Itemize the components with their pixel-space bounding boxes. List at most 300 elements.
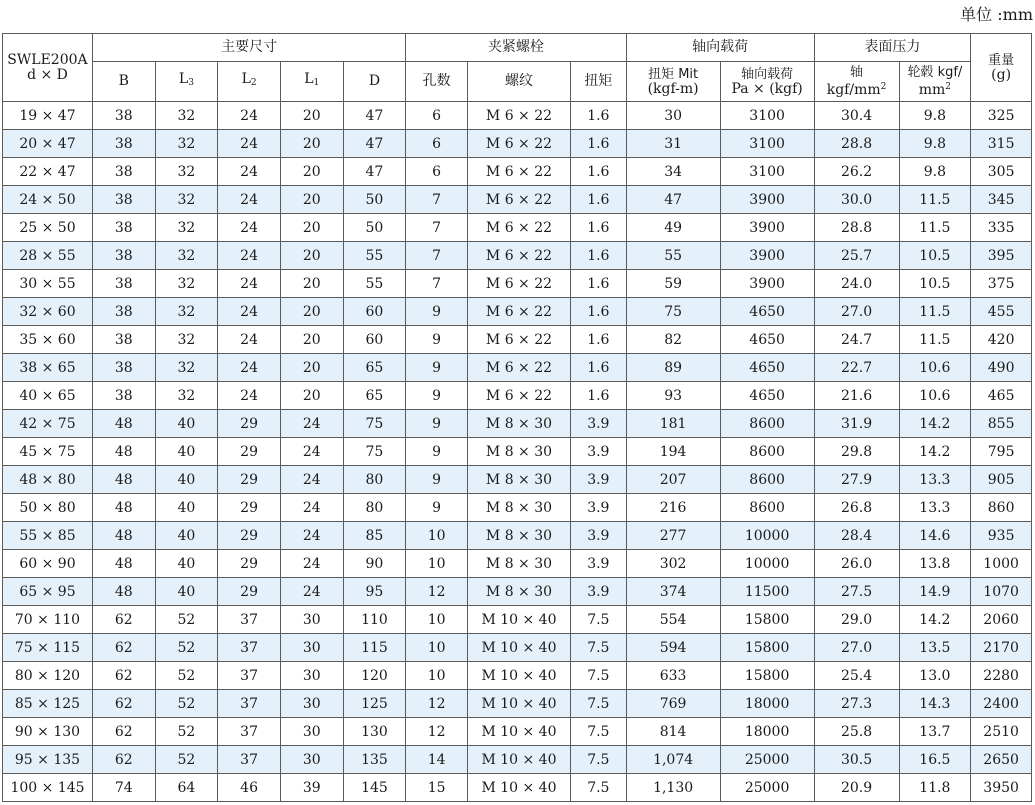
col-b: B	[92, 62, 155, 102]
cell-b: 38	[92, 130, 155, 158]
cell-l3: 40	[155, 550, 218, 578]
cell-b: 38	[92, 270, 155, 298]
cell-size: 100 × 145	[3, 774, 93, 802]
cell-l1: 30	[280, 690, 343, 718]
cell-l2: 24	[218, 102, 281, 130]
cell-weight: 935	[971, 522, 1032, 550]
cell-l3: 32	[155, 214, 218, 242]
cell-shaft-pressure: 24.0	[814, 270, 899, 298]
cell-d: 55	[343, 270, 406, 298]
cell-l2: 24	[218, 130, 281, 158]
col-hub-line1: 轮毂 kgf/	[907, 65, 963, 80]
cell-shaft-pressure: 25.4	[814, 662, 899, 690]
cell-thread: M 6 × 22	[467, 214, 570, 242]
cell-hub-pressure: 13.8	[899, 550, 971, 578]
cell-axial-load: 3900	[720, 214, 814, 242]
cell-d: 47	[343, 158, 406, 186]
cell-weight: 375	[971, 270, 1032, 298]
cell-holes: 9	[406, 382, 468, 410]
cell-b: 38	[92, 158, 155, 186]
cell-d: 55	[343, 242, 406, 270]
cell-mit: 594	[626, 634, 720, 662]
cell-hub-pressure: 13.5	[899, 634, 971, 662]
table-row	[3, 522, 1032, 550]
cell-l2: 37	[218, 606, 281, 634]
cell-b: 48	[92, 466, 155, 494]
cell-shaft-pressure: 27.5	[814, 578, 899, 606]
cell-l3: 52	[155, 606, 218, 634]
cell-hub-pressure: 13.7	[899, 718, 971, 746]
cell-d: 90	[343, 550, 406, 578]
cell-thread: M 8 × 30	[467, 410, 570, 438]
cell-d: 130	[343, 718, 406, 746]
cell-holes: 10	[406, 550, 468, 578]
cell-thread: M 6 × 22	[467, 354, 570, 382]
cell-axial-load: 8600	[720, 410, 814, 438]
cell-size: 40 × 65	[3, 382, 93, 410]
cell-weight: 420	[971, 326, 1032, 354]
cell-size: 30 × 55	[3, 270, 93, 298]
cell-size: 55 × 85	[3, 522, 93, 550]
cell-l1: 20	[280, 186, 343, 214]
col-axial-line2: Pa × (kgf)	[731, 80, 803, 97]
cell-shaft-pressure: 20.9	[814, 774, 899, 802]
cell-weight: 795	[971, 438, 1032, 466]
cell-holes: 9	[406, 298, 468, 326]
cell-shaft-pressure: 27.9	[814, 466, 899, 494]
cell-holes: 12	[406, 690, 468, 718]
cell-d: 47	[343, 130, 406, 158]
table-row	[3, 550, 1032, 578]
table-row	[3, 326, 1032, 354]
cell-l3: 32	[155, 354, 218, 382]
cell-axial-load: 10000	[720, 522, 814, 550]
cell-b: 48	[92, 578, 155, 606]
unit-label: 单位 :mm	[960, 5, 1033, 24]
cell-b: 38	[92, 242, 155, 270]
cell-size: 90 × 130	[3, 718, 93, 746]
col-l2-letter: L	[241, 71, 251, 87]
table-row	[3, 746, 1032, 774]
cell-thread: M 6 × 22	[467, 130, 570, 158]
cell-hub-pressure: 14.2	[899, 606, 971, 634]
cell-b: 48	[92, 494, 155, 522]
cell-shaft-pressure: 30.4	[814, 102, 899, 130]
cell-hub-pressure: 10.6	[899, 382, 971, 410]
col-mit	[626, 62, 720, 102]
cell-holes: 10	[406, 606, 468, 634]
cell-l3: 40	[155, 410, 218, 438]
cell-mit: 769	[626, 690, 720, 718]
cell-hub-pressure: 14.6	[899, 522, 971, 550]
cell-weight: 335	[971, 214, 1032, 242]
cell-l2: 24	[218, 382, 281, 410]
spec-table-body	[3, 102, 1032, 802]
cell-thread: M 6 × 22	[467, 382, 570, 410]
cell-axial-load: 18000	[720, 718, 814, 746]
cell-size: 38 × 65	[3, 354, 93, 382]
cell-mit: 34	[626, 158, 720, 186]
cell-hub-pressure: 11.5	[899, 298, 971, 326]
cell-axial-load: 3100	[720, 102, 814, 130]
cell-b: 62	[92, 634, 155, 662]
cell-hub-pressure: 11.5	[899, 326, 971, 354]
cell-axial-load: 25000	[720, 774, 814, 802]
cell-size: 35 × 60	[3, 326, 93, 354]
cell-l1: 30	[280, 606, 343, 634]
cell-hub-pressure: 9.8	[899, 130, 971, 158]
cell-l2: 24	[218, 214, 281, 242]
cell-mit: 1,074	[626, 746, 720, 774]
cell-shaft-pressure: 27.0	[814, 634, 899, 662]
cell-l3: 64	[155, 774, 218, 802]
cell-b: 62	[92, 746, 155, 774]
cell-mit: 216	[626, 494, 720, 522]
cell-mit: 31	[626, 130, 720, 158]
cell-axial-load: 4650	[720, 354, 814, 382]
cell-thread: M 10 × 40	[467, 662, 570, 690]
cell-l2: 46	[218, 774, 281, 802]
cell-l2: 29	[218, 550, 281, 578]
table-row	[3, 382, 1032, 410]
cell-l3: 32	[155, 326, 218, 354]
cell-l2: 29	[218, 410, 281, 438]
cell-shaft-pressure: 22.7	[814, 354, 899, 382]
col-shaft-line1: 轴	[850, 65, 864, 80]
cell-l1: 24	[280, 494, 343, 522]
cell-l1: 20	[280, 382, 343, 410]
cell-mit: 59	[626, 270, 720, 298]
cell-torque: 1.6	[571, 214, 627, 242]
cell-d: 80	[343, 466, 406, 494]
cell-axial-load: 3100	[720, 158, 814, 186]
table-row	[3, 606, 1032, 634]
cell-l2: 24	[218, 270, 281, 298]
cell-d: 115	[343, 634, 406, 662]
cell-b: 38	[92, 354, 155, 382]
cell-hub-pressure: 10.5	[899, 270, 971, 298]
cell-axial-load: 4650	[720, 326, 814, 354]
cell-axial-load: 10000	[720, 550, 814, 578]
cell-axial-load: 4650	[720, 382, 814, 410]
table-row	[3, 690, 1032, 718]
cell-holes: 6	[406, 158, 468, 186]
table-row	[3, 186, 1032, 214]
cell-holes: 6	[406, 130, 468, 158]
cell-holes: 9	[406, 438, 468, 466]
cell-axial-load: 15800	[720, 606, 814, 634]
cell-thread: M 10 × 40	[467, 606, 570, 634]
cell-size: 48 × 80	[3, 466, 93, 494]
cell-axial-load: 3900	[720, 186, 814, 214]
cell-holes: 15	[406, 774, 468, 802]
cell-d: 135	[343, 746, 406, 774]
cell-d: 75	[343, 410, 406, 438]
cell-l2: 29	[218, 466, 281, 494]
cell-thread: M 8 × 30	[467, 522, 570, 550]
header-axial-load: 轴向载荷	[626, 34, 814, 62]
cell-thread: M 8 × 30	[467, 578, 570, 606]
cell-size: 42 × 75	[3, 410, 93, 438]
cell-l1: 24	[280, 410, 343, 438]
cell-torque: 7.5	[571, 718, 627, 746]
table-row	[3, 130, 1032, 158]
cell-thread: M 10 × 40	[467, 690, 570, 718]
cell-hub-pressure: 11.5	[899, 186, 971, 214]
cell-mit: 1,130	[626, 774, 720, 802]
cell-mit: 75	[626, 298, 720, 326]
cell-axial-load: 3100	[720, 130, 814, 158]
cell-b: 38	[92, 186, 155, 214]
cell-hub-pressure: 14.2	[899, 438, 971, 466]
cell-torque: 3.9	[571, 466, 627, 494]
cell-torque: 3.9	[571, 578, 627, 606]
cell-d: 65	[343, 354, 406, 382]
cell-b: 48	[92, 550, 155, 578]
col-axial-line1: 轴向载荷	[741, 66, 794, 82]
cell-shaft-pressure: 29.8	[814, 438, 899, 466]
cell-hub-pressure: 9.8	[899, 158, 971, 186]
cell-torque: 3.9	[571, 410, 627, 438]
cell-weight: 305	[971, 158, 1032, 186]
cell-axial-load: 8600	[720, 438, 814, 466]
table-row	[3, 410, 1032, 438]
cell-size: 80 × 120	[3, 662, 93, 690]
col-mit-line1: 扭矩 Mit	[648, 66, 699, 82]
cell-size: 19 × 47	[3, 102, 93, 130]
col-thread: 螺纹	[467, 62, 570, 102]
cell-shaft-pressure: 26.2	[814, 158, 899, 186]
col-shaft-pressure	[814, 62, 899, 102]
cell-holes: 10	[406, 662, 468, 690]
col-mit-line2: (kgf-m)	[647, 80, 699, 97]
cell-thread: M 8 × 30	[467, 438, 570, 466]
cell-d: 120	[343, 662, 406, 690]
cell-weight: 325	[971, 102, 1032, 130]
cell-shaft-pressure: 25.8	[814, 718, 899, 746]
cell-l3: 52	[155, 662, 218, 690]
cell-torque: 1.6	[571, 102, 627, 130]
cell-mit: 277	[626, 522, 720, 550]
cell-axial-load: 8600	[720, 494, 814, 522]
cell-mit: 49	[626, 214, 720, 242]
cell-hub-pressure: 9.8	[899, 102, 971, 130]
cell-size: 85 × 125	[3, 690, 93, 718]
cell-torque: 3.9	[571, 550, 627, 578]
cell-size: 60 × 90	[3, 550, 93, 578]
cell-mit: 554	[626, 606, 720, 634]
cell-shaft-pressure: 25.7	[814, 242, 899, 270]
col-l3-sub: 3	[188, 78, 194, 88]
cell-thread: M 8 × 30	[467, 466, 570, 494]
cell-shaft-pressure: 31.9	[814, 410, 899, 438]
cell-thread: M 6 × 22	[467, 186, 570, 214]
table-row	[3, 578, 1032, 606]
cell-mit: 814	[626, 718, 720, 746]
cell-l3: 52	[155, 634, 218, 662]
col-d: D	[343, 62, 406, 102]
cell-weight: 315	[971, 130, 1032, 158]
cell-shaft-pressure: 27.0	[814, 298, 899, 326]
cell-weight: 2650	[971, 746, 1032, 774]
cell-weight: 3950	[971, 774, 1032, 802]
cell-hub-pressure: 14.2	[899, 410, 971, 438]
cell-b: 38	[92, 326, 155, 354]
table-row	[3, 298, 1032, 326]
col-shaft-sup: 2	[880, 82, 887, 92]
cell-torque: 1.6	[571, 270, 627, 298]
cell-weight: 2400	[971, 690, 1032, 718]
table-row	[3, 354, 1032, 382]
cell-b: 38	[92, 298, 155, 326]
cell-l2: 24	[218, 186, 281, 214]
cell-weight: 455	[971, 298, 1032, 326]
cell-mit: 89	[626, 354, 720, 382]
cell-l2: 29	[218, 438, 281, 466]
cell-thread: M 10 × 40	[467, 718, 570, 746]
cell-torque: 1.6	[571, 298, 627, 326]
table-row	[3, 634, 1032, 662]
cell-thread: M 8 × 30	[467, 494, 570, 522]
cell-torque: 1.6	[571, 354, 627, 382]
cell-d: 85	[343, 522, 406, 550]
cell-b: 48	[92, 522, 155, 550]
cell-l1: 20	[280, 102, 343, 130]
cell-b: 38	[92, 214, 155, 242]
cell-weight: 490	[971, 354, 1032, 382]
weight-unit: (g)	[991, 66, 1012, 83]
cell-l1: 20	[280, 158, 343, 186]
cell-mit: 374	[626, 578, 720, 606]
header-weight	[971, 34, 1032, 102]
cell-l1: 20	[280, 354, 343, 382]
cell-l1: 30	[280, 718, 343, 746]
col-hub-pressure	[899, 62, 971, 102]
cell-l3: 40	[155, 438, 218, 466]
cell-l2: 29	[218, 494, 281, 522]
cell-l3: 32	[155, 298, 218, 326]
col-axial-load	[720, 62, 814, 102]
col-holes: 孔数	[406, 62, 468, 102]
cell-l3: 32	[155, 186, 218, 214]
cell-axial-load: 3900	[720, 270, 814, 298]
cell-d: 80	[343, 494, 406, 522]
cell-weight: 2280	[971, 662, 1032, 690]
cell-hub-pressure: 13.3	[899, 494, 971, 522]
cell-d: 145	[343, 774, 406, 802]
cell-size: 45 × 75	[3, 438, 93, 466]
cell-shaft-pressure: 30.5	[814, 746, 899, 774]
table-row	[3, 242, 1032, 270]
header-clamp-bolt: 夹紧螺栓	[406, 34, 626, 62]
cell-b: 62	[92, 718, 155, 746]
cell-thread: M 10 × 40	[467, 634, 570, 662]
header-model-size	[3, 34, 93, 102]
cell-torque: 1.6	[571, 158, 627, 186]
table-row	[3, 494, 1032, 522]
cell-l3: 32	[155, 270, 218, 298]
cell-holes: 7	[406, 270, 468, 298]
col-l1-sub: 1	[313, 78, 320, 88]
cell-l2: 37	[218, 662, 281, 690]
cell-axial-load: 8600	[720, 466, 814, 494]
cell-thread: M 6 × 22	[467, 102, 570, 130]
cell-d: 50	[343, 214, 406, 242]
cell-d: 110	[343, 606, 406, 634]
cell-thread: M 6 × 22	[467, 326, 570, 354]
header-main-dimensions: 主要尺寸	[92, 34, 405, 62]
col-hub-line2: mm	[918, 82, 946, 98]
col-l3	[155, 62, 218, 102]
cell-shaft-pressure: 24.7	[814, 326, 899, 354]
cell-l2: 37	[218, 690, 281, 718]
cell-axial-load: 25000	[720, 746, 814, 774]
cell-mit: 82	[626, 326, 720, 354]
cell-weight: 860	[971, 494, 1032, 522]
cell-mit: 55	[626, 242, 720, 270]
cell-torque: 1.6	[571, 130, 627, 158]
cell-l3: 32	[155, 158, 218, 186]
cell-l3: 52	[155, 746, 218, 774]
cell-holes: 9	[406, 494, 468, 522]
cell-weight: 2170	[971, 634, 1032, 662]
cell-size: 32 × 60	[3, 298, 93, 326]
cell-l1: 24	[280, 438, 343, 466]
cell-l2: 24	[218, 326, 281, 354]
cell-d: 95	[343, 578, 406, 606]
cell-l1: 24	[280, 550, 343, 578]
cell-shaft-pressure: 29.0	[814, 606, 899, 634]
cell-hub-pressure: 16.5	[899, 746, 971, 774]
cell-mit: 93	[626, 382, 720, 410]
table-row	[3, 718, 1032, 746]
cell-l2: 24	[218, 354, 281, 382]
cell-thread: M 6 × 22	[467, 298, 570, 326]
cell-hub-pressure: 10.6	[899, 354, 971, 382]
model-code: SWLE200A	[7, 51, 88, 68]
cell-torque: 7.5	[571, 606, 627, 634]
cell-shaft-pressure: 26.8	[814, 494, 899, 522]
cell-holes: 6	[406, 102, 468, 130]
cell-b: 62	[92, 606, 155, 634]
cell-axial-load: 3900	[720, 242, 814, 270]
cell-weight: 2060	[971, 606, 1032, 634]
cell-weight: 1000	[971, 550, 1032, 578]
cell-b: 74	[92, 774, 155, 802]
cell-b: 38	[92, 102, 155, 130]
cell-l1: 24	[280, 466, 343, 494]
cell-holes: 14	[406, 746, 468, 774]
cell-holes: 7	[406, 242, 468, 270]
cell-size: 24 × 50	[3, 186, 93, 214]
cell-hub-pressure: 13.0	[899, 662, 971, 690]
cell-hub-pressure: 10.5	[899, 242, 971, 270]
cell-mit: 633	[626, 662, 720, 690]
cell-torque: 3.9	[571, 522, 627, 550]
cell-holes: 9	[406, 354, 468, 382]
cell-mit: 30	[626, 102, 720, 130]
cell-l3: 32	[155, 382, 218, 410]
cell-l1: 20	[280, 214, 343, 242]
cell-holes: 7	[406, 214, 468, 242]
cell-weight: 345	[971, 186, 1032, 214]
cell-b: 62	[92, 690, 155, 718]
cell-hub-pressure: 11.8	[899, 774, 971, 802]
col-l3-letter: L	[178, 71, 189, 87]
cell-d: 60	[343, 326, 406, 354]
table-row	[3, 270, 1032, 298]
cell-holes: 9	[406, 410, 468, 438]
